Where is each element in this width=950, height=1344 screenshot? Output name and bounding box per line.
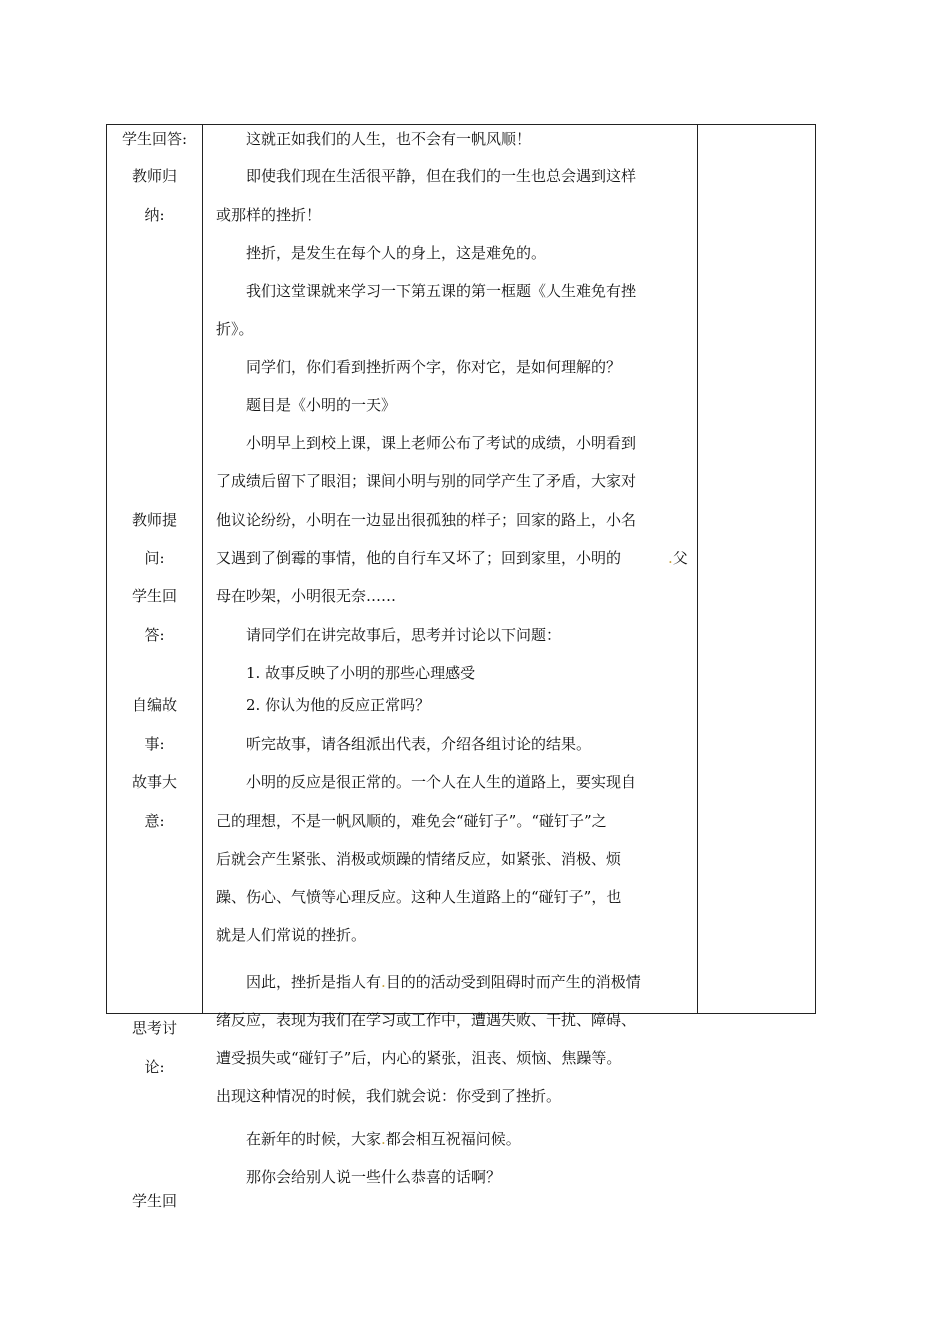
text-line: 己的理想，不是一帆风顺的，难免会“碰钉子”。“碰钉子”之 bbox=[216, 812, 607, 830]
text-line: 了成绩后留下了眼泪；课间小明与别的同学产生了矛盾，大家对 bbox=[216, 472, 637, 490]
marker-dot: . bbox=[668, 549, 673, 567]
text-line: 母在吵架，小明很无奈…… bbox=[216, 587, 397, 605]
content-column bbox=[216, 125, 688, 1186]
marker-dot: . bbox=[381, 1130, 386, 1148]
row-label: 自编故 bbox=[131, 696, 177, 714]
text-line: 又遇到了倒霉的事情，他的自行车又坏了；回到家里，小明的 bbox=[216, 549, 622, 567]
text-line: 折》。 bbox=[216, 320, 254, 338]
text-line: 出现这种情况的时候，我们就会说：你受到了挫折。 bbox=[216, 1087, 562, 1105]
row-label: 意: bbox=[144, 812, 165, 830]
row-label: 故事大 bbox=[131, 773, 177, 791]
text-line: 即使我们现在生活很平静，但在我们的一生也总会遇到这样 bbox=[246, 167, 637, 185]
text-line: 因此，挫折是指人有.目的的活动受到阻碍时而产生的消极情 bbox=[246, 973, 641, 991]
text-line: 1. 故事反映了小明的那些心理感受 bbox=[246, 664, 476, 682]
text-line: 那你会给别人说一些什么恭喜的话啊？ bbox=[246, 1168, 502, 1186]
text-line: 躁、伤心、气愤等心理反应。这种人生道路上的“碰钉子”，也 bbox=[216, 888, 622, 906]
row-label: 学生回答: bbox=[121, 130, 188, 148]
text-line: 他议论纷纷，小明在一边显出很孤独的样子；回家的路上，小名 bbox=[216, 511, 637, 529]
text-line: 小明早上到校上课，课上老师公布了考试的成绩，小明看到 bbox=[246, 434, 637, 452]
row-label: 问: bbox=[144, 549, 165, 567]
text-line: 后就会产生紧张、消极或烦躁的情绪反应，如紧张、消极、烦 bbox=[216, 850, 622, 868]
row-label: 事: bbox=[144, 735, 165, 753]
text-line: 小明的反应是很正常的。一个人在人生的道路上，要实现自 bbox=[246, 773, 637, 791]
column-divider bbox=[202, 125, 203, 1013]
text-line: 同学们，你们看到挫折两个字，你对它，是如何理解的？ bbox=[246, 358, 622, 376]
text-line: 挫折，是发生在每个人的身上，这是难免的。 bbox=[246, 244, 547, 262]
text-line: 这就正如我们的人生，也不会有一帆风顺！ bbox=[246, 130, 532, 148]
text-line: 在新年的时候，大家.都会相互祝福问候。 bbox=[246, 1130, 521, 1148]
row-label: 纳: bbox=[144, 206, 165, 224]
text-line: 或那样的挫折！ bbox=[216, 206, 322, 224]
row-label: 答: bbox=[144, 626, 165, 644]
row-label: 论: bbox=[144, 1058, 165, 1076]
text-line: 我们这堂课就来学习一下第五课的第一框题《人生难免有挫 bbox=[246, 282, 637, 300]
row-label: 学生回 bbox=[131, 587, 177, 605]
column-divider bbox=[697, 125, 698, 1013]
text-line: 遭受损失或“碰钉子”后，内心的紧张，沮丧、烦恼、焦躁等。 bbox=[216, 1049, 622, 1067]
label-column bbox=[107, 125, 202, 1210]
lesson-table bbox=[106, 124, 816, 1210]
text-line: .父 bbox=[668, 549, 688, 567]
text-line: 2. 你认为他的反应正常吗？ bbox=[246, 696, 431, 714]
text-line: 请同学们在讲完故事后，思考并讨论以下问题： bbox=[246, 626, 562, 644]
text-line: 题目是《小明的一天》 bbox=[246, 396, 397, 414]
marker-dot: . bbox=[381, 973, 386, 991]
row-label: 教师归 bbox=[131, 167, 177, 185]
text-line: 就是人们常说的挫折。 bbox=[216, 926, 367, 944]
row-label: 学生回 bbox=[131, 1192, 177, 1210]
text-line: 听完故事，请各组派出代表，介绍各组讨论的结果。 bbox=[246, 735, 592, 753]
row-label: 教师提 bbox=[131, 511, 177, 529]
row-label: 思考讨 bbox=[131, 1019, 177, 1037]
text-line: 绪反应，表现为我们在学习或工作中，遭遇失败、干扰、障碍、 bbox=[216, 1011, 637, 1029]
